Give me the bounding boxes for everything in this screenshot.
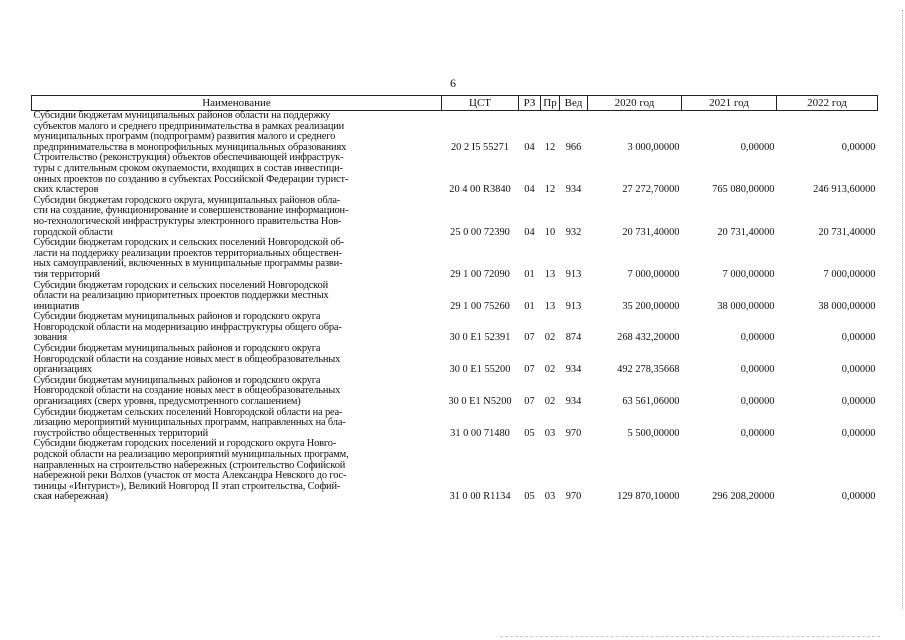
table-header-row xyxy=(32,96,878,111)
cell-2021: 7 000,00000 xyxy=(722,268,775,280)
cell-ved: 970 xyxy=(565,491,582,503)
cell-2021: 0,00000 xyxy=(740,396,775,408)
cell-pr: 02 xyxy=(544,396,556,408)
cell-2022: 0,00000 xyxy=(841,427,876,439)
cell-2021: 296 208,20000 xyxy=(712,491,775,503)
cell-2020: 5 500,00000 xyxy=(627,427,680,439)
header-name: Наименование xyxy=(32,96,442,111)
name-line: Строительство (реконструкция) объектов обеспечивающей инфраструк- xyxy=(33,152,344,164)
cell-name xyxy=(32,344,442,376)
cell-2021: 0,00000 xyxy=(740,332,775,344)
cell-pr: 03 xyxy=(544,491,556,503)
cell-name xyxy=(32,153,442,195)
table-row xyxy=(32,408,878,440)
header-2021: 2021 год xyxy=(682,96,777,111)
cell-2021: 0,00000 xyxy=(740,364,775,376)
name-line: ских кластеров xyxy=(33,184,99,196)
name-line: гоустройство общественных территорий xyxy=(33,427,208,439)
cell-pr: 12 xyxy=(544,141,556,153)
table-body xyxy=(32,111,878,503)
cell-ved: 966 xyxy=(565,141,582,153)
name-line: Субсидии бюджетам муниципальных районов области на поддержку xyxy=(33,110,331,121)
name-line: Новгородской области на создание новых мест в общеобразовательных xyxy=(33,353,341,365)
cell-2021: 0,00000 xyxy=(740,427,775,439)
cell-ved: 934 xyxy=(565,364,582,376)
table-row xyxy=(32,196,878,238)
name-line: родской области на реализацию мероприятий муниципальных программ, xyxy=(33,449,349,460)
name-line: Субсидии бюджетам городских и сельских поселений Новгородской xyxy=(33,279,329,291)
header-2022: 2022 год xyxy=(777,96,878,111)
scan-bottom-artifact xyxy=(500,634,880,637)
cell-cst: 29 1 00 72090 xyxy=(450,268,510,280)
name-line: Новгородской области на создание новых мест в общеобразовательных xyxy=(33,385,341,397)
name-line: зования xyxy=(33,332,67,344)
cell-2021: 765 080,00000 xyxy=(712,184,775,196)
cell-name xyxy=(32,196,442,238)
table-row xyxy=(32,111,878,154)
cell-name xyxy=(32,281,442,313)
name-line: предпринимательства в монопрофильных муниципальных образованиях xyxy=(33,141,347,153)
cell-name xyxy=(32,439,442,503)
name-line: городской области xyxy=(33,226,113,238)
cell-2022: 246 913,60000 xyxy=(813,184,876,196)
table-row xyxy=(32,376,878,408)
cell-name xyxy=(32,408,442,440)
name-line: туры с длительным сроком окупаемости, входящих в состав инвестици- xyxy=(33,162,343,174)
cell-2022: 0,00000 xyxy=(841,491,876,503)
cell-cst: 30 0 E1 52391 xyxy=(449,332,511,344)
cell-rz: 04 xyxy=(524,184,535,196)
name-line: муниципальных программ (подпрограмм) развития малого и среднего xyxy=(33,131,336,143)
name-line: ных самоуправлений, включенных в муниципальные программы разви- xyxy=(33,258,343,270)
cell-rz: 01 xyxy=(524,300,535,312)
scan-edge-artifact xyxy=(900,10,903,610)
header-2020: 2020 год xyxy=(588,96,682,111)
cell-2022: 0,00000 xyxy=(841,396,876,408)
table-row xyxy=(32,281,878,313)
name-line: тия территорий xyxy=(33,268,100,280)
name-line: но-технологической инфраструктуры электронного правительства Нов- xyxy=(33,215,342,227)
cell-cst: 30 0 E1 N5200 xyxy=(448,396,512,408)
header-rz: РЗ xyxy=(519,96,541,111)
cell-2020: 268 432,20000 xyxy=(617,332,680,344)
name-line: ская набережная) xyxy=(33,491,108,503)
cell-ved: 934 xyxy=(565,396,582,408)
name-line: организациях (сверх уровня, предусмотренного соглашением) xyxy=(33,396,301,408)
table-row xyxy=(32,312,878,344)
table-row xyxy=(32,344,878,376)
cell-cst: 25 0 00 72390 xyxy=(450,226,510,238)
cell-pr: 13 xyxy=(544,268,556,280)
name-line: организациях xyxy=(33,364,92,376)
table-row xyxy=(32,439,878,503)
cell-pr: 02 xyxy=(544,332,556,344)
cell-pr: 10 xyxy=(544,226,556,238)
cell-2020: 63 561,06000 xyxy=(622,396,680,408)
name-line: Субсидии бюджетам муниципальных районов и городского округа xyxy=(33,311,321,323)
cell-2022: 7 000,00000 xyxy=(823,268,876,280)
cell-rz: 05 xyxy=(524,491,535,503)
cell-cst: 30 0 E1 55200 xyxy=(449,364,511,376)
cell-cst: 31 0 00 R1134 xyxy=(449,491,511,503)
cell-rz: 04 xyxy=(524,226,535,238)
cell-rz: 07 xyxy=(524,364,535,376)
cell-cst: 29 1 00 75260 xyxy=(450,300,510,312)
cell-ved: 932 xyxy=(565,226,582,238)
header-ved: Вед xyxy=(560,96,588,111)
cell-pr: 02 xyxy=(544,364,556,376)
table-row xyxy=(32,238,878,280)
cell-2020: 492 278,35668 xyxy=(617,364,680,376)
header-pr: Пр xyxy=(541,96,560,111)
cell-name xyxy=(32,111,442,154)
cell-ved: 913 xyxy=(565,268,582,280)
name-line: области на реализацию приоритетных проектов поддержки местных xyxy=(33,290,329,302)
cell-ved: 874 xyxy=(565,332,582,344)
cell-rz: 01 xyxy=(524,268,535,280)
cell-name xyxy=(32,376,442,408)
cell-rz: 07 xyxy=(524,332,535,344)
cell-2020: 129 870,10000 xyxy=(617,491,680,503)
table-row xyxy=(32,153,878,195)
cell-2022: 38 000,00000 xyxy=(818,300,876,312)
name-line: лизацию мероприятий муниципальных программ, направленных на бла- xyxy=(33,417,346,429)
name-line: Субсидии бюджетам муниципальных районов и городского округа xyxy=(33,343,321,355)
name-line: инициатив xyxy=(33,300,80,312)
page-number: 6 xyxy=(450,76,456,90)
budget-table xyxy=(31,95,878,503)
cell-rz: 04 xyxy=(524,141,535,153)
cell-2020: 7 000,00000 xyxy=(627,268,680,280)
cell-2020: 35 200,00000 xyxy=(622,300,680,312)
cell-rz: 07 xyxy=(524,396,535,408)
cell-ved: 934 xyxy=(565,184,582,196)
name-line: субъектов малого и среднего предпринимательства в рамках реализации xyxy=(33,120,345,132)
name-line: Субсидии бюджетам городского округа, муниципальных районов обла- xyxy=(33,194,341,206)
cell-rz: 05 xyxy=(524,427,535,439)
cell-ved: 970 xyxy=(565,427,582,439)
name-line: Субсидии бюджетам сельских поселений Новгородской области на реа- xyxy=(33,406,343,418)
cell-2021: 38 000,00000 xyxy=(717,300,775,312)
cell-2022: 0,00000 xyxy=(841,141,876,153)
cell-2020: 20 731,40000 xyxy=(622,226,680,238)
name-line: набережной реки Волхов (участок от моста Александра Невского до гос- xyxy=(33,470,347,482)
name-line: Субсидии бюджетам муниципальных районов и городского округа xyxy=(33,374,321,386)
cell-2022: 0,00000 xyxy=(841,332,876,344)
name-line: Новгородской области на модернизацию инфраструктуры общего обра- xyxy=(33,321,342,333)
cell-2021: 0,00000 xyxy=(740,141,775,153)
cell-2022: 0,00000 xyxy=(841,364,876,376)
cell-cst: 20 4 00 R3840 xyxy=(449,184,511,196)
name-line: сти на создание, функционирование и совершенствование информацион- xyxy=(33,205,349,217)
cell-cst: 20 2 I5 55271 xyxy=(450,141,509,153)
cell-ved: 913 xyxy=(565,300,582,312)
cell-pr: 03 xyxy=(544,427,556,439)
cell-2022: 20 731,40000 xyxy=(818,226,876,238)
name-line: направленных на строительство набережных (строительство Софийской xyxy=(33,459,346,471)
name-line: тиницы «Интурист»), Великий Новгород II этап строительства, Софий- xyxy=(33,480,341,492)
name-line: онных проектов по созданию в субъектах Российской Федерации турист- xyxy=(33,173,349,185)
cell-2020: 27 272,70000 xyxy=(622,184,680,196)
name-line: ласти на поддержку реализации проектов территориальных обществен- xyxy=(33,247,342,259)
cell-pr: 12 xyxy=(544,184,556,196)
cell-name xyxy=(32,238,442,280)
name-line: Субсидии бюджетам городских поселений и городского округа Новго- xyxy=(33,438,337,450)
cell-2020: 3 000,00000 xyxy=(627,141,680,153)
cell-2021: 20 731,40000 xyxy=(717,226,775,238)
name-line: Субсидии бюджетам городских и сельских поселений Новгородской об- xyxy=(33,237,344,249)
header-cst: ЦСТ xyxy=(442,96,519,111)
cell-cst: 31 0 00 71480 xyxy=(450,427,510,439)
cell-pr: 13 xyxy=(544,300,556,312)
cell-name xyxy=(32,312,442,344)
